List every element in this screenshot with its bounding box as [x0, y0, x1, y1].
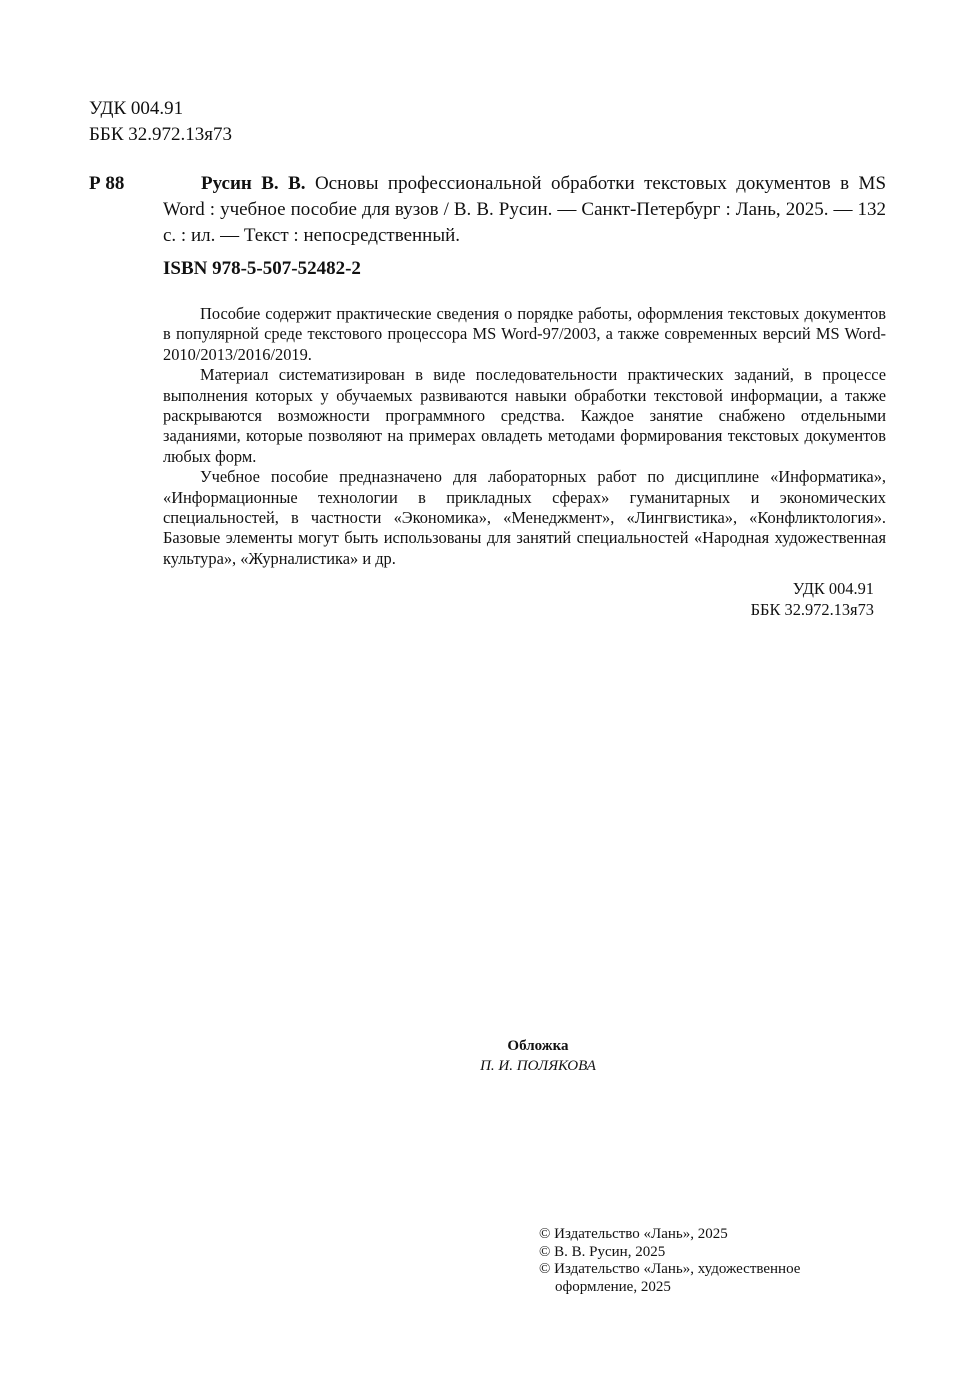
bibliographic-record	[163, 171, 886, 249]
annotation-paragraph: Пособие содержит практические сведения о порядке работы, оформления текстовых документов в популярной среде текстового процессора MS Word-97/2003, а также современных версий MS Word-2010/2013/2016/2019.	[163, 304, 886, 364]
cover-credit-title: Обложка	[507, 1038, 569, 1054]
author-sign: Р 88	[89, 173, 125, 194]
udk-code: УДК 004.91	[89, 98, 184, 119]
bbk-code: ББК 32.972.13я73	[750, 600, 874, 619]
cover-credit	[388, 1036, 688, 1076]
annotation	[163, 304, 886, 569]
copyright-line: © В. В. Русин, 2025	[539, 1243, 666, 1260]
udk-code: УДК 004.91	[792, 579, 874, 598]
copyright-block	[539, 1226, 859, 1296]
book-description: Основы профессиональной обработки текстовых документов в MS Word : учебное пособие для вузов / В. В. Русин. — Санкт-Петербург : Лань, 2025. — 132 с. : ил. — Текст : непосредственный.	[163, 173, 887, 246]
book-author: Русин В. В.	[201, 173, 306, 194]
copyright-line: © Издательство «Лань», художественное оформление, 2025	[539, 1261, 801, 1295]
bbk-code: ББК 32.972.13я73	[89, 124, 232, 145]
annotation-paragraph: Материал систематизирован в виде последовательности практических заданий, в процессе выполнения которых у обучаемых развиваются навыки обработки текстовой информации, а также раскрываются возможности программного средства. Каждое занятие снабжено отдельными заданиями, которые позволяют на примерах овладеть методами формирования текстовых документов любых форм.	[163, 365, 886, 466]
udk-bbk-block-bottom	[686, 578, 874, 620]
copyright-line: © Издательство «Лань», 2025	[539, 1226, 728, 1242]
isbn: ISBN 978-5-507-52482-2	[163, 258, 361, 279]
cover-credit-author: П. И. ПОЛЯКОВА	[480, 1058, 596, 1074]
annotation-paragraph: Учебное пособие предназначено для лабораторных работ по дисциплине «Информатика», «Информационные технологии в прикладных сферах» гуманитарных и экономических специальностей, в частности «Экономика», «Менеджмент», «Лингвистика», «Конфликтология». Базовые элементы могут быть использованы для занятий специальностей «Народная художественная культура», «Журналистика» и др.	[163, 467, 886, 568]
udk-bbk-block-top	[89, 96, 232, 148]
